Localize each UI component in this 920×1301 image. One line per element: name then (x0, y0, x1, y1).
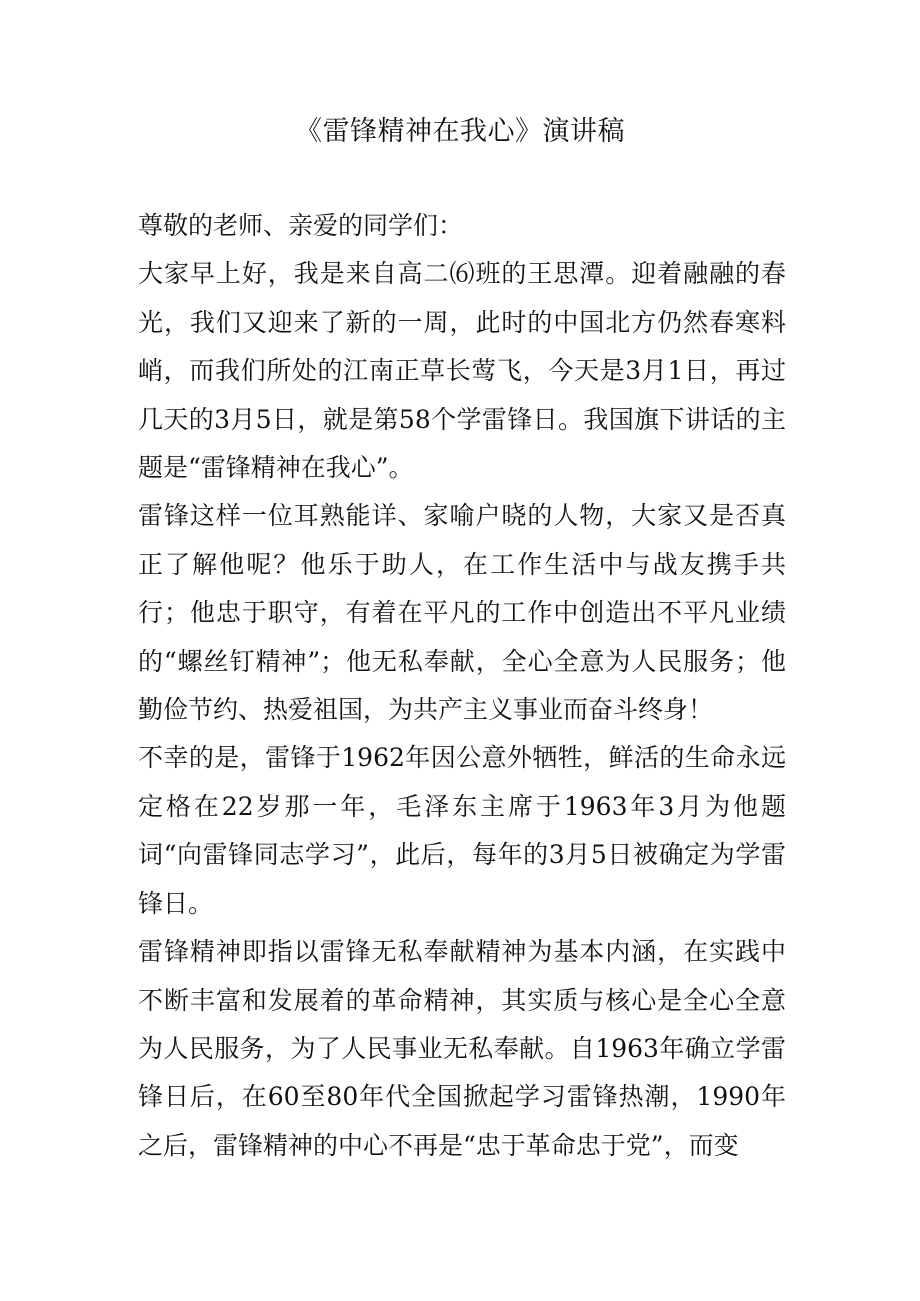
document-body (138, 202, 786, 1170)
body-paragraph: 大家早上好，我是来自高二⑹班的王思潭。迎着融融的春光，我们又迎来了新的一周，此时的中国北方仍然春寒料峭，而我们所处的江南正草长莺飞，今天是3月1日，再过几天的3月5日，就是第58个学雷锋日。我国旗下讲话的主题是“雷锋精神在我心”。 (138, 259, 786, 483)
body-paragraph: 雷锋精神即指以雷锋无私奉献精神为基本内涵，在实践中不断丰富和发展着的革命精神，其实质与核心是全心全意为人民服务，为了人民事业无私奉献。自1963年确立学雷锋日后，在60至80年代全国掀起学习雷锋热潮，1990年之后，雷锋精神的中心不再是“忠于革命忠于党”，而变 (138, 937, 786, 1160)
body-paragraph: 雷锋这样一位耳熟能详、家喻户晓的人物，大家又是否真正了解他呢？他乐于助人，在工作生活中与战友携手共行；他忠于职守，有着在平凡的工作中创造出不平凡业绩的“螺丝钉精神”；他无私奉献，全心全意为人民服务；他勤俭节约、热爱祖国，为共产主义事业而奋斗终身！ (138, 501, 786, 725)
document-title: 《雷锋精神在我心》演讲稿 (295, 116, 625, 147)
salutation-paragraph: 尊敬的老师、亲爱的同学们： (138, 211, 464, 240)
body-paragraph: 不幸的是，雷锋于1962年因公意外牺牲，鲜活的生命永远定格在22岁那一年，毛泽东主席于1963年3月为他题词“向雷锋同志学习”，此后，每年的3月5日被确定为学雷锋日。 (138, 743, 786, 918)
